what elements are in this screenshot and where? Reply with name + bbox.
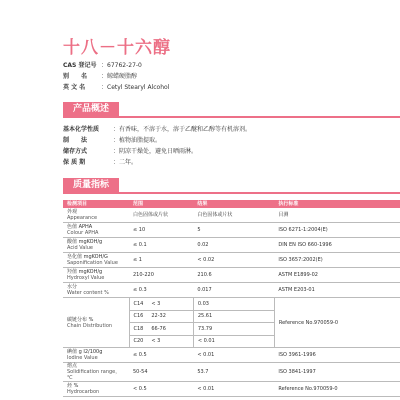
item-cell: 碘值 g I2/100g Iodine Value bbox=[63, 348, 129, 363]
overview-label: 储存方式 bbox=[63, 148, 88, 155]
result-cell: < 0.01 bbox=[193, 348, 274, 363]
table-row bbox=[63, 382, 400, 397]
item-cell: 酸值 mgKOH/g Acid Value bbox=[63, 238, 129, 253]
standard-cell: DIN EN ISO 660-1996 bbox=[274, 238, 400, 253]
result-cell: 白色固体或片状 bbox=[193, 208, 274, 223]
overview-row bbox=[63, 157, 251, 168]
range-cell: < 3 bbox=[147, 335, 193, 348]
result-cell: < 0.01 bbox=[193, 382, 274, 397]
info-value: ：67762-27-0 bbox=[101, 62, 142, 69]
standard-cell: Reference No.970059-0 bbox=[274, 298, 400, 348]
info-label: 英 文 名 bbox=[63, 84, 86, 91]
overview-row bbox=[63, 124, 251, 135]
standard-cell: ASTM E1899-02 bbox=[274, 268, 400, 283]
range-cell: ≤ 10 bbox=[129, 223, 193, 238]
table-row bbox=[63, 268, 400, 283]
range-cell: ≤ 0.5 bbox=[129, 348, 193, 363]
header-item: 检测项目 bbox=[63, 200, 129, 208]
info-row bbox=[63, 71, 169, 82]
table-row bbox=[63, 348, 400, 363]
result-cell: 0.02 bbox=[193, 238, 274, 253]
quality-spec-table bbox=[63, 200, 400, 397]
range-cell: < 0.5 bbox=[129, 382, 193, 397]
range-cell: < 3 bbox=[147, 298, 193, 311]
item-cell: 水分 Water content % bbox=[63, 283, 129, 298]
result-cell: 210.6 bbox=[193, 268, 274, 283]
table-row bbox=[63, 363, 400, 382]
overview-value: ：二年。 bbox=[113, 159, 138, 166]
info-row bbox=[63, 82, 169, 93]
product-info bbox=[63, 60, 169, 93]
item-cell: 色值 APHA Colour APHA bbox=[63, 223, 129, 238]
range-cell: ≤ 1 bbox=[129, 253, 193, 268]
range-cell: 白色固体或片状 bbox=[129, 208, 193, 223]
item-cell: 羟值 mgKOH/g Hydroxyl Value bbox=[63, 268, 129, 283]
section-divider bbox=[63, 116, 400, 118]
item-cell: 烃 % Hydrocarbon bbox=[63, 382, 129, 397]
item-cell: 熔点 Solidification range，℃ bbox=[63, 363, 129, 382]
info-label: CAS 登记号 bbox=[63, 62, 97, 69]
info-value: ：鲸蜡硬脂醇 bbox=[101, 73, 138, 80]
overview-label: 基本化学性质 bbox=[63, 126, 100, 133]
header-standard: 执行标准 bbox=[274, 200, 400, 208]
result-cell: 53.7 bbox=[193, 363, 274, 382]
chain-item-cell: 碳链分布 % Chain Distribution bbox=[63, 298, 129, 348]
section-divider bbox=[63, 192, 400, 194]
result-cell: 5 bbox=[193, 223, 274, 238]
header-result: 结果 bbox=[193, 200, 274, 208]
overview-value: ：阴凉干燥处，避免日晒雨淋。 bbox=[113, 148, 198, 155]
overview-label: 制 法 bbox=[63, 137, 88, 144]
table-row-chain bbox=[63, 298, 400, 311]
result-cell: 73.79 bbox=[193, 323, 274, 336]
table-row bbox=[63, 208, 400, 223]
standard-cell: ISO 6271-1:2004(E) bbox=[274, 223, 400, 238]
table-row bbox=[63, 253, 400, 268]
range-cell: 210-220 bbox=[129, 268, 193, 283]
table-header-row bbox=[63, 200, 400, 208]
overview-row bbox=[63, 135, 251, 146]
standard-cell: ISO 3657:2002(E) bbox=[274, 253, 400, 268]
result-cell: 0.017 bbox=[193, 283, 274, 298]
carbon-cell: C16 bbox=[129, 310, 147, 323]
range-cell: ≤ 0.3 bbox=[129, 283, 193, 298]
standard-cell: 目测 bbox=[274, 208, 400, 223]
info-value: ：Cetyl Stearyl Alcohol bbox=[101, 84, 170, 91]
overview-label: 保 质 期 bbox=[63, 159, 86, 166]
overview-value: ：有香味，不溶于水，溶于乙醚和乙醇等有机溶剂。 bbox=[113, 126, 252, 133]
standard-cell: ASTM E203-01 bbox=[274, 283, 400, 298]
section-header-overview: 产品概述 bbox=[63, 102, 119, 117]
header-range: 范围 bbox=[129, 200, 193, 208]
table-row bbox=[63, 223, 400, 238]
result-cell: 25.61 bbox=[193, 310, 274, 323]
info-label: 别 名 bbox=[63, 73, 88, 80]
section-header-quality: 质量指标 bbox=[63, 178, 119, 193]
item-cell: 外观 Appearance bbox=[63, 208, 129, 223]
range-cell: 50-54 bbox=[129, 363, 193, 382]
result-cell: < 0.02 bbox=[193, 253, 274, 268]
table-row bbox=[63, 283, 400, 298]
range-cell: 22-32 bbox=[147, 310, 193, 323]
standard-cell: ISO 3961-1996 bbox=[274, 348, 400, 363]
result-cell: 0.03 bbox=[193, 298, 274, 311]
standard-cell: ISO 3841-1997 bbox=[274, 363, 400, 382]
range-cell: 66-76 bbox=[147, 323, 193, 336]
table-row bbox=[63, 238, 400, 253]
carbon-cell: C20 bbox=[129, 335, 147, 348]
item-cell: 皂化值 mgKOH/G Saponification Value bbox=[63, 253, 129, 268]
carbon-cell: C18 bbox=[129, 323, 147, 336]
overview-value: ：植物油脂提取。 bbox=[113, 137, 162, 144]
result-cell: < 0.01 bbox=[193, 335, 274, 348]
standard-cell: Reference No.970059-0 bbox=[274, 382, 400, 397]
overview-row bbox=[63, 146, 251, 157]
info-row bbox=[63, 60, 169, 71]
range-cell: ≤ 0.1 bbox=[129, 238, 193, 253]
product-overview bbox=[63, 124, 251, 168]
carbon-cell: C14 bbox=[129, 298, 147, 311]
product-title: 十八－十六醇 bbox=[63, 38, 171, 58]
